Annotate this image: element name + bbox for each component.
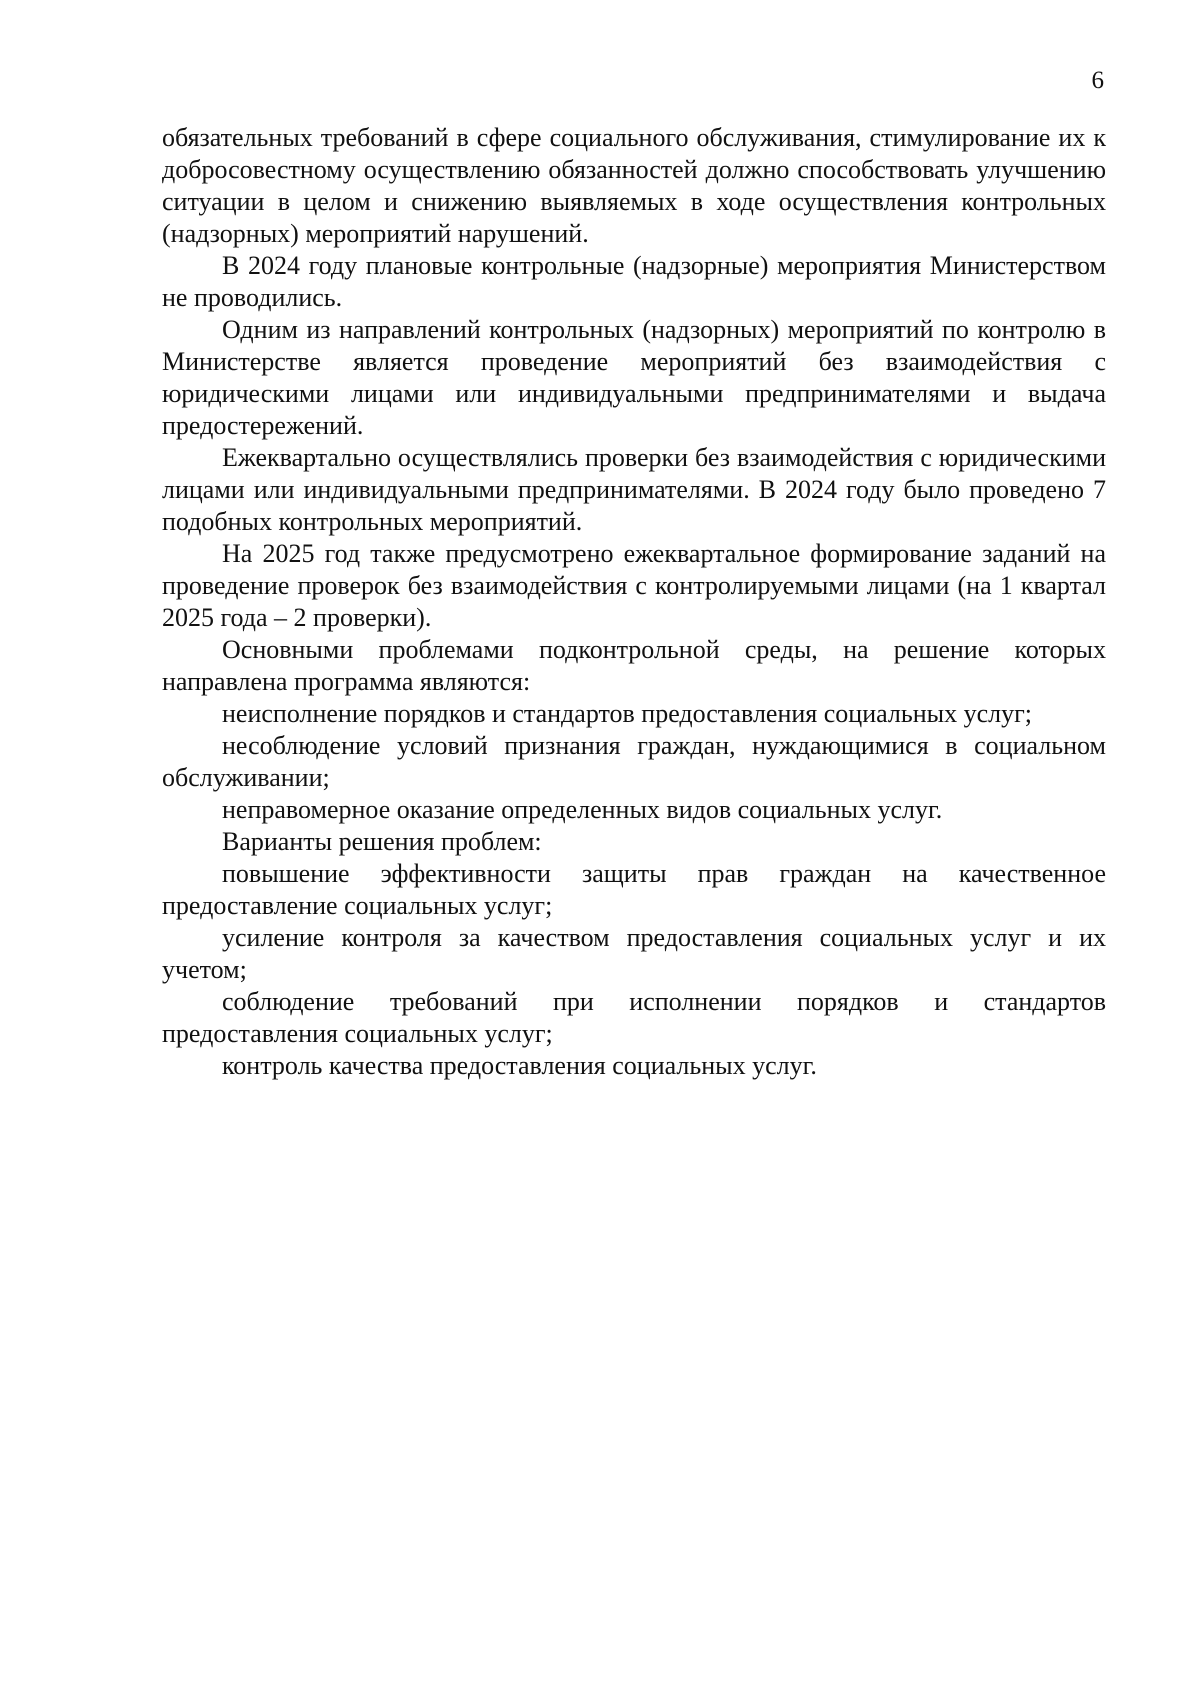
paragraph: Основными проблемами подконтрольной среды, на решение которых направлена программа являются:: [162, 635, 1106, 696]
paragraph: Ежеквартально осуществлялись проверки без взаимодействия с юридическими лицами или индивидуальными предпринимателями. В 2024 году было проведено 7 подобных контрольных мероприятий.: [162, 443, 1106, 536]
list-item: неисполнение порядков и стандартов предоставления социальных услуг;: [222, 699, 1033, 728]
page-number: 6: [1091, 67, 1104, 94]
list-item: неправомерное оказание определенных видов социальных услуг.: [222, 795, 943, 824]
paragraph: В 2024 году плановые контрольные (надзорные) мероприятия Министерством не проводились.: [162, 251, 1106, 312]
paragraph: обязательных требований в сфере социального обслуживания, стимулирование их к добросовестному осуществлению обязанностей должно способствовать улучшению ситуации в целом и снижению выявляемых в ходе осуществления контрольных (надзорных) мероприятий нарушений.: [162, 123, 1106, 248]
paragraph: Варианты решения проблем:: [222, 827, 542, 856]
document-body: [162, 122, 1106, 1082]
paragraph: Одним из направлений контрольных (надзорных) мероприятий по контролю в Министерстве является проведение мероприятий без взаимодействия с юридическими лицами или индивидуальными предпринимателями и выдача предостережений.: [162, 315, 1106, 440]
list-item: усиление контроля за качеством предоставления социальных услуг и их учетом;: [162, 923, 1106, 984]
list-item: повышение эффективности защиты прав граждан на качественное предоставление социальных услуг;: [162, 859, 1106, 920]
list-item: контроль качества предоставления социальных услуг.: [222, 1051, 817, 1080]
list-item: несоблюдение условий признания граждан, нуждающимися в социальном обслуживании;: [162, 731, 1106, 792]
paragraph: На 2025 год также предусмотрено ежеквартальное формирование заданий на проведение проверок без взаимодействия с контролируемыми лицами (на 1 квартал 2025 года – 2 проверки).: [162, 539, 1106, 632]
list-item: соблюдение требований при исполнении порядков и стандартов предоставления социальных услуг;: [162, 987, 1106, 1048]
